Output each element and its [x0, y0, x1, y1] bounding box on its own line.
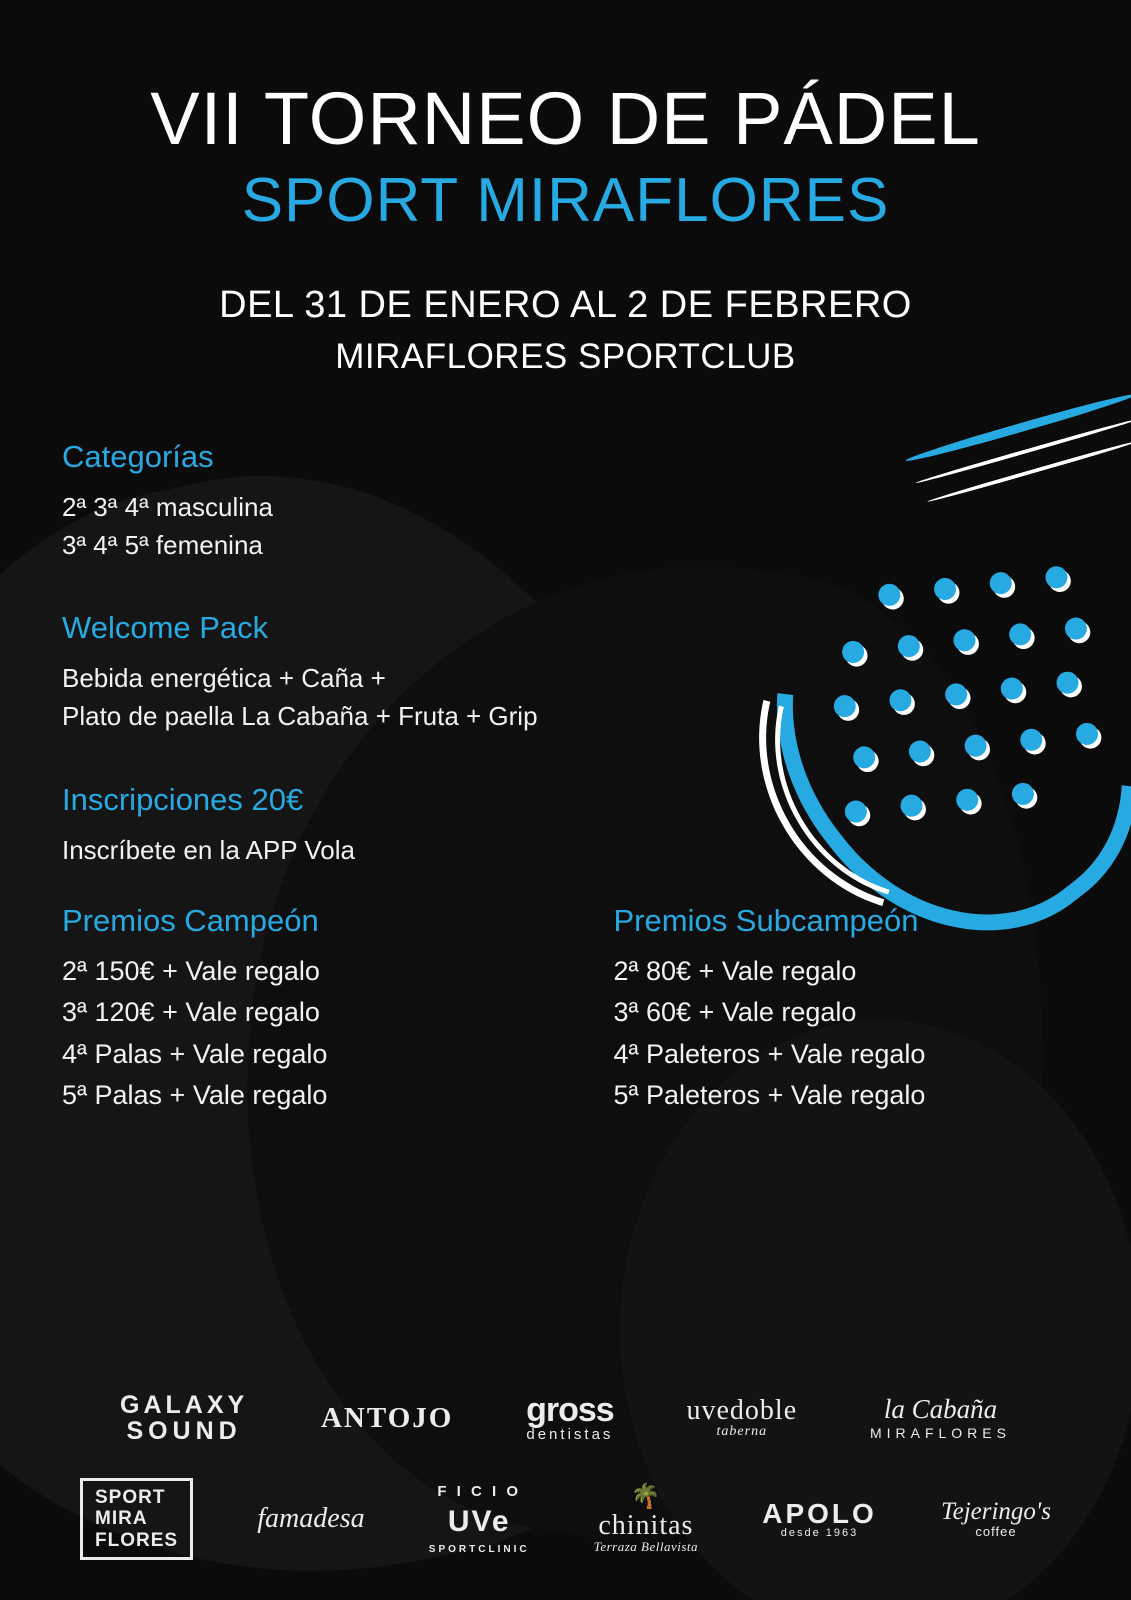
- premios-campeon-line-1: 2ª 150€ + Vale regalo: [62, 956, 320, 987]
- sponsor-antojo: [321, 1403, 453, 1433]
- sponsor-antojo-line-1: ANTOJO: [320, 1401, 454, 1434]
- sponsor-tejeringos-coffee: [941, 1499, 1051, 1539]
- premios-campeon-line-4: 5ª Palas + Vale regalo: [62, 1079, 328, 1110]
- palm-tree-icon: 🌴: [630, 1483, 662, 1510]
- sponsor-apolo-line-2: desde 1963: [780, 1527, 859, 1540]
- sponsor-gross-dentistas: [526, 1393, 614, 1442]
- welcome-pack-heading: Welcome Pack: [62, 610, 269, 646]
- sponsor-apolo: [762, 1499, 877, 1540]
- sponsor-galaxy-sound: [120, 1392, 248, 1445]
- sponsor-chinitas-line-2: Terraza Bellavista: [593, 1538, 699, 1554]
- poster-content: [0, 439, 1131, 869]
- sponsor-galaxy-line-2: SOUND: [126, 1416, 242, 1445]
- sponsor-galaxy-line-1: GALAXY: [120, 1390, 249, 1419]
- premios-campeon-line-2: 3ª 120€ + Vale regalo: [62, 997, 320, 1028]
- premios-subcampeon-line-3: 4ª Paleteros + Vale regalo: [613, 1038, 926, 1069]
- sponsor-ficiouve-line-2: UVe: [447, 1504, 511, 1538]
- sponsor-gross-line-1: gross: [526, 1391, 614, 1430]
- sponsor-row-1: [80, 1392, 1051, 1445]
- premios-campeon-line-3: 4ª Palas + Vale regalo: [62, 1038, 328, 1069]
- sponsor-gross-line-2: dentistas: [526, 1425, 614, 1443]
- poster-header: [0, 0, 1131, 377]
- section-welcome-pack: [62, 610, 1069, 735]
- inscripciones-line-1: Inscríbete en la APP Vola: [62, 834, 355, 865]
- event-venue: MIRAFLORES SPORTCLUB: [335, 337, 796, 376]
- sponsor-uvedoble-line-2: taberna: [716, 1424, 768, 1440]
- categorias-line-2: 3ª 4ª 5ª femenina: [62, 529, 263, 560]
- section-premios-subcampeon: [566, 903, 1070, 1115]
- sponsor-chinitas-line-1: chinitas: [598, 1509, 694, 1541]
- section-inscripciones: [62, 782, 1069, 870]
- categorias-line-1: 2ª 3ª 4ª masculina: [62, 492, 273, 522]
- sponsor-chinitas: [594, 1485, 698, 1554]
- sponsor-row-2: [80, 1478, 1051, 1560]
- prizes-area: [0, 903, 1131, 1115]
- sponsor-sport-miraflores: [80, 1478, 193, 1560]
- premios-campeon-heading: Premios Campeón: [62, 903, 319, 939]
- section-categorias: [62, 439, 1069, 564]
- sponsor-ficiouve-line-3: SPORTCLINIC: [428, 1543, 530, 1555]
- sponsor-tejeringos-line-1: Tejeringo's: [940, 1498, 1051, 1526]
- sponsor-famadesa-line-1: famadesa: [257, 1503, 365, 1535]
- sponsor-ficio-uve: [429, 1482, 530, 1556]
- page-subtitle: SPORT MIRAFLORES: [241, 166, 890, 235]
- sponsor-apolo-line-1: APOLO: [762, 1497, 877, 1529]
- page-title: VII TORNEO DE PÁDEL: [150, 77, 981, 160]
- inscripciones-heading: Inscripciones 20€: [62, 781, 304, 817]
- section-premios-campeon: [62, 903, 566, 1115]
- categorias-heading: Categorías: [62, 439, 214, 474]
- sponsor-la-cabana: [870, 1395, 1011, 1441]
- sponsor-famadesa: [257, 1504, 364, 1533]
- sponsor-tejeringos-line-2: coffee: [975, 1524, 1017, 1540]
- sponsor-uvedoble-line-1: uvedoble: [686, 1394, 798, 1426]
- premios-subcampeon-line-2: 3ª 60€ + Vale regalo: [613, 997, 857, 1028]
- sponsor-sportmira-line-2: MIRA: [95, 1508, 148, 1530]
- sponsor-sportmira-line-1: SPORT: [95, 1487, 166, 1509]
- sponsor-cabana-line-1: la Cabaña: [883, 1393, 998, 1424]
- sponsor-sportmira-line-3: FLORES: [95, 1529, 179, 1551]
- event-dates: DEL 31 DE ENERO AL 2 DE FEBRERO: [219, 284, 912, 326]
- sponsors-area: [0, 1392, 1131, 1560]
- welcome-pack-line-2: Plato de paella La Cabaña + Fruta + Grip: [62, 701, 538, 732]
- sponsor-uvedoble-taberna: [687, 1396, 798, 1440]
- premios-subcampeon-line-4: 5ª Paleteros + Vale regalo: [613, 1079, 926, 1110]
- sponsor-cabana-line-2: MIRAFLORES: [869, 1425, 1011, 1442]
- premios-subcampeon-line-1: 2ª 80€ + Vale regalo: [613, 956, 857, 987]
- premios-subcampeon-heading: Premios Subcampeón: [613, 903, 919, 939]
- welcome-pack-line-1: Bebida energética + Caña +: [62, 663, 386, 694]
- sponsor-ficiouve-line-1: F I C I O: [437, 1483, 522, 1501]
